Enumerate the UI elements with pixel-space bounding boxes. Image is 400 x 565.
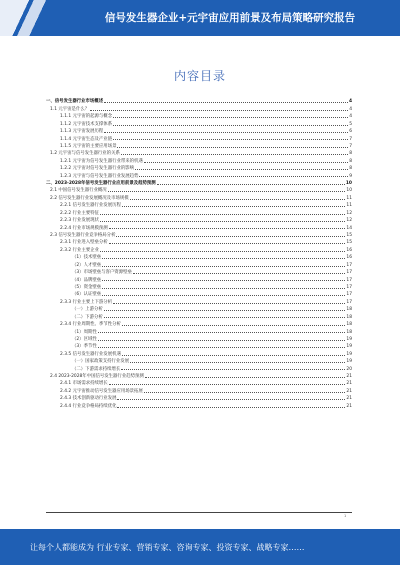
toc-entry-label: 2.2.3 行业发展现状	[60, 218, 99, 224]
toc-leader-dots	[122, 324, 346, 326]
toc-leader-dots	[145, 376, 346, 378]
toc-entry[interactable]	[46, 297, 352, 304]
footer-slogan: 让每个人都能成为 行业专家、营销专家、咨询专家、投资专家、战略专家……	[30, 543, 305, 552]
toc-entry-page: 21	[346, 388, 352, 394]
toc-entry[interactable]	[46, 193, 352, 200]
toc-entry[interactable]	[46, 327, 352, 334]
toc-entry-page: 18	[346, 322, 352, 328]
toc-entry-label: 1.1 元宇宙是什么？	[50, 106, 90, 112]
toc-entry-page: 15	[346, 233, 352, 239]
toc-entry-page: 11	[346, 195, 352, 201]
toc-entry-label: （二）下游分析	[72, 314, 103, 320]
toc-leader-dots	[116, 235, 345, 237]
toc-entry[interactable]	[46, 305, 352, 312]
toc-entry-label: 2.4 2023-2028年中国信号发生器行业趋势预测	[50, 374, 144, 380]
page-number: 1	[344, 514, 347, 518]
toc-leader-dots	[133, 272, 346, 274]
toc-leader-dots	[109, 383, 346, 385]
toc-entry[interactable]	[46, 112, 352, 119]
toc-leader-dots	[130, 361, 345, 363]
toc-leader-dots	[122, 205, 346, 207]
toc-entry-page: 8	[349, 151, 352, 157]
toc-entry-label: 2.2.1 信号发生器行业发展历程	[60, 203, 121, 209]
toc-entry-label: 2.3.4 行业周期性、季节性分析	[60, 322, 121, 328]
toc-entry[interactable]	[46, 290, 352, 297]
toc-entry[interactable]	[46, 216, 352, 223]
toc-entry-label: （二）下游需求持续增长	[72, 366, 121, 372]
toc-leader-dots	[104, 101, 348, 103]
toc-entry[interactable]	[46, 156, 352, 163]
toc-entry-page: 20	[346, 366, 352, 372]
table-of-contents	[46, 97, 352, 409]
toc-entry[interactable]	[46, 379, 352, 386]
toc-entry[interactable]	[46, 208, 352, 215]
toc-entry-page: 4	[348, 99, 352, 105]
toc-entry[interactable]	[46, 179, 352, 186]
toc-entry[interactable]	[46, 104, 352, 111]
toc-entry[interactable]	[46, 335, 352, 342]
toc-heading: 内容目录	[173, 69, 226, 83]
toc-entry[interactable]	[46, 238, 352, 245]
toc-leader-dots	[109, 227, 346, 229]
toc-entry[interactable]	[46, 134, 352, 141]
toc-leader-dots	[104, 309, 346, 311]
toc-entry-page: 18	[346, 307, 352, 313]
toc-entry-label: 2.2.4 行业市场规模预测	[60, 225, 108, 231]
toc-entry[interactable]	[46, 149, 352, 156]
toc-entry-page: 21	[346, 403, 352, 409]
toc-entry-label: （3）季节性	[72, 344, 97, 350]
toc-entry-page: 7	[349, 136, 352, 142]
toc-entry[interactable]	[46, 127, 352, 134]
toc-leader-dots	[113, 124, 348, 126]
toc-entry-label: 1.1.4 元宇宙生态及产业链	[60, 136, 113, 142]
toc-leader-dots	[121, 368, 345, 370]
toc-leader-dots	[117, 146, 348, 148]
toc-entry-page: 19	[346, 336, 352, 342]
toc-entry[interactable]	[46, 275, 352, 282]
toc-entry[interactable]	[46, 372, 352, 379]
toc-leader-dots	[98, 331, 346, 333]
toc-entry[interactable]	[46, 97, 352, 104]
toc-leader-dots	[139, 175, 348, 177]
page-footer	[0, 529, 400, 565]
toc-leader-dots	[135, 168, 348, 170]
toc-entry-label: （1）技术壁垒	[72, 255, 102, 261]
toc-entry-label: 2.3.1 行业进入壁垒分析	[60, 240, 108, 246]
toc-leader-dots	[122, 354, 346, 356]
toc-entry-page: 4	[349, 106, 352, 112]
toc-entry[interactable]	[46, 245, 352, 252]
toc-entry-page: 17	[346, 277, 352, 283]
toc-entry[interactable]	[46, 223, 352, 230]
toc-entry-label: （5）资金壁垒	[72, 284, 102, 290]
toc-entry-label: （2）区域性	[72, 336, 97, 342]
toc-leader-dots	[102, 257, 345, 259]
toc-entry[interactable]	[46, 357, 352, 364]
toc-entry-page: 14	[346, 225, 352, 231]
toc-leader-dots	[113, 116, 348, 118]
toc-entry-label: 2.3.2 行业主要企业	[60, 247, 99, 253]
toc-entry-page: 10	[346, 188, 352, 194]
toc-entry-page: 12	[346, 210, 352, 216]
toc-entry-label: 2.3 信号发生器行业竞争格局分析	[50, 233, 116, 239]
toc-entry-page: 21	[346, 381, 352, 387]
toc-entry-label: 2.4.3 技术创新驱动行业发展	[60, 396, 117, 402]
toc-leader-dots	[157, 183, 345, 185]
toc-entry-label: （4）品牌壁垒	[72, 277, 102, 283]
page-header	[0, 0, 400, 36]
toc-entry-page: 21	[346, 374, 352, 380]
toc-entry[interactable]	[46, 386, 352, 393]
toc-entry-page: 8	[349, 158, 352, 164]
toc-entry-page: 19	[346, 351, 352, 357]
toc-leader-dots	[98, 339, 346, 341]
toc-entry[interactable]	[46, 342, 352, 349]
toc-entry-page: 15	[346, 240, 352, 246]
toc-entry[interactable]	[46, 320, 352, 327]
toc-leader-dots	[121, 153, 348, 155]
toc-entry-page: 16	[346, 247, 352, 253]
toc-entry-label: （6）认证壁垒	[72, 292, 102, 298]
toc-leader-dots	[113, 138, 348, 140]
toc-leader-dots	[98, 346, 346, 348]
toc-entry-label: 1.1.1 元宇宙的起源与概念	[60, 114, 113, 120]
toc-entry[interactable]	[46, 260, 352, 267]
toc-leader-dots	[113, 302, 345, 304]
toc-entry[interactable]	[46, 253, 352, 260]
toc-entry[interactable]	[46, 394, 352, 401]
toc-entry[interactable]	[46, 201, 352, 208]
header-decoration	[0, 0, 60, 36]
toc-entry-page: 18	[346, 329, 352, 335]
toc-entry-label: 1.1.5 元宇宙的主要应用场景	[60, 143, 117, 149]
toc-entry-label: 2.3.3 行业主要上下游分析	[60, 299, 113, 305]
toc-entry-label: （1）周期性	[72, 329, 97, 335]
toc-leader-dots	[109, 242, 346, 244]
toc-entry-page: 16	[346, 255, 352, 261]
toc-entry[interactable]	[46, 119, 352, 126]
toc-entry-page: 8	[349, 166, 352, 172]
toc-leader-dots	[100, 220, 345, 222]
toc-entry-label: （3）市场壁垒与客户资源壁垒	[72, 270, 132, 276]
toc-entry-page: 17	[346, 270, 352, 276]
toc-leader-dots	[117, 398, 345, 400]
toc-entry-page: 17	[346, 284, 352, 290]
toc-entry-label: 1.2.2 元宇宙对信号发生器行业的影响	[60, 166, 135, 172]
toc-entry-label: 2.3.5 信号发生器行业发展机遇	[60, 351, 121, 357]
toc-leader-dots	[102, 265, 345, 267]
toc-entry-label: 二、2023-2028年信号发生器行业应用前景及趋势预测	[46, 181, 156, 187]
toc-entry[interactable]	[46, 349, 352, 356]
report-title: 信号发生器企业+元宇宙应用前景及布局策略研究报告	[104, 12, 356, 24]
toc-leader-dots	[104, 316, 346, 318]
toc-entry-page: 17	[346, 299, 352, 305]
toc-entry-label: 2.4.4 行业竞争格局持续优化	[60, 403, 117, 409]
toc-entry-page: 11	[346, 203, 352, 209]
toc-leader-dots	[90, 109, 348, 111]
toc-entry-page: 17	[346, 292, 352, 298]
toc-leader-dots	[144, 161, 348, 163]
toc-entry-page: 5	[349, 121, 352, 127]
toc-leader-dots	[144, 391, 346, 393]
toc-entry-page: 19	[346, 344, 352, 350]
toc-entry[interactable]	[46, 186, 352, 193]
toc-entry-label: 1.1.2 元宇宙技术支撑体系	[60, 121, 113, 127]
toc-entry-page: 12	[346, 218, 352, 224]
toc-entry[interactable]	[46, 364, 352, 371]
toc-entry-label: 2.2 信号发生器行业发展概况及市场规模	[50, 195, 129, 201]
toc-entry-label: 1.1.3 元宇宙发展历程	[60, 129, 104, 135]
toc-entry-page: 4	[349, 114, 352, 120]
toc-entry-label: （2）人才壁垒	[72, 262, 102, 268]
toc-leader-dots	[102, 287, 345, 289]
toc-entry-label: 1.2.1 元宇宙为信号发生器行业带来的机遇	[60, 158, 143, 164]
toc-leader-dots	[102, 279, 345, 281]
toc-entry-page: 7	[349, 143, 352, 149]
toc-leader-dots	[117, 406, 345, 408]
toc-leader-dots	[100, 250, 345, 252]
toc-entry[interactable]	[46, 164, 352, 171]
toc-leader-dots	[130, 198, 346, 200]
toc-leader-dots	[100, 213, 345, 215]
toc-entry[interactable]	[46, 312, 352, 319]
toc-entry[interactable]	[46, 283, 352, 290]
bottom-rule	[46, 512, 352, 513]
toc-entry-page: 21	[346, 396, 352, 402]
toc-entry-page: 10	[345, 181, 352, 187]
toc-entry-page: 6	[349, 129, 352, 135]
toc-leader-dots	[104, 131, 348, 133]
toc-entry-label: 一、信号发生器行业市场概述	[46, 99, 104, 105]
toc-entry[interactable]	[46, 142, 352, 149]
toc-entry[interactable]	[46, 171, 352, 178]
toc-entry-page: 19	[346, 359, 352, 365]
toc-leader-dots	[108, 190, 346, 192]
toc-entry-page: 9	[349, 173, 352, 179]
toc-entry-label: 2.1 中国信号发生器行业概况	[50, 188, 107, 194]
toc-entry-label: 2.2.2 行业主要特征	[60, 210, 99, 216]
toc-entry-label: （一）国家政策支持行业发展	[72, 359, 130, 365]
toc-entry[interactable]	[46, 401, 352, 408]
toc-entry-label: 1.2.3 元宇宙与信号发生器行业发展趋势	[60, 173, 139, 179]
toc-entry-page: 18	[346, 314, 352, 320]
toc-entry-page: 17	[346, 262, 352, 268]
toc-leader-dots	[102, 294, 345, 296]
toc-entry-label: 2.4.1 市场需求持续增长	[60, 381, 108, 387]
toc-entry-label: 1.2 元宇宙与信号发生器行业的关系	[50, 151, 120, 157]
toc-entry-label: （一）上游分析	[72, 307, 103, 313]
toc-entry-label: 2.4.2 元宇宙推动信号发生器应用场景拓展	[60, 388, 143, 394]
toc-entry[interactable]	[46, 231, 352, 238]
toc-entry[interactable]	[46, 268, 352, 275]
